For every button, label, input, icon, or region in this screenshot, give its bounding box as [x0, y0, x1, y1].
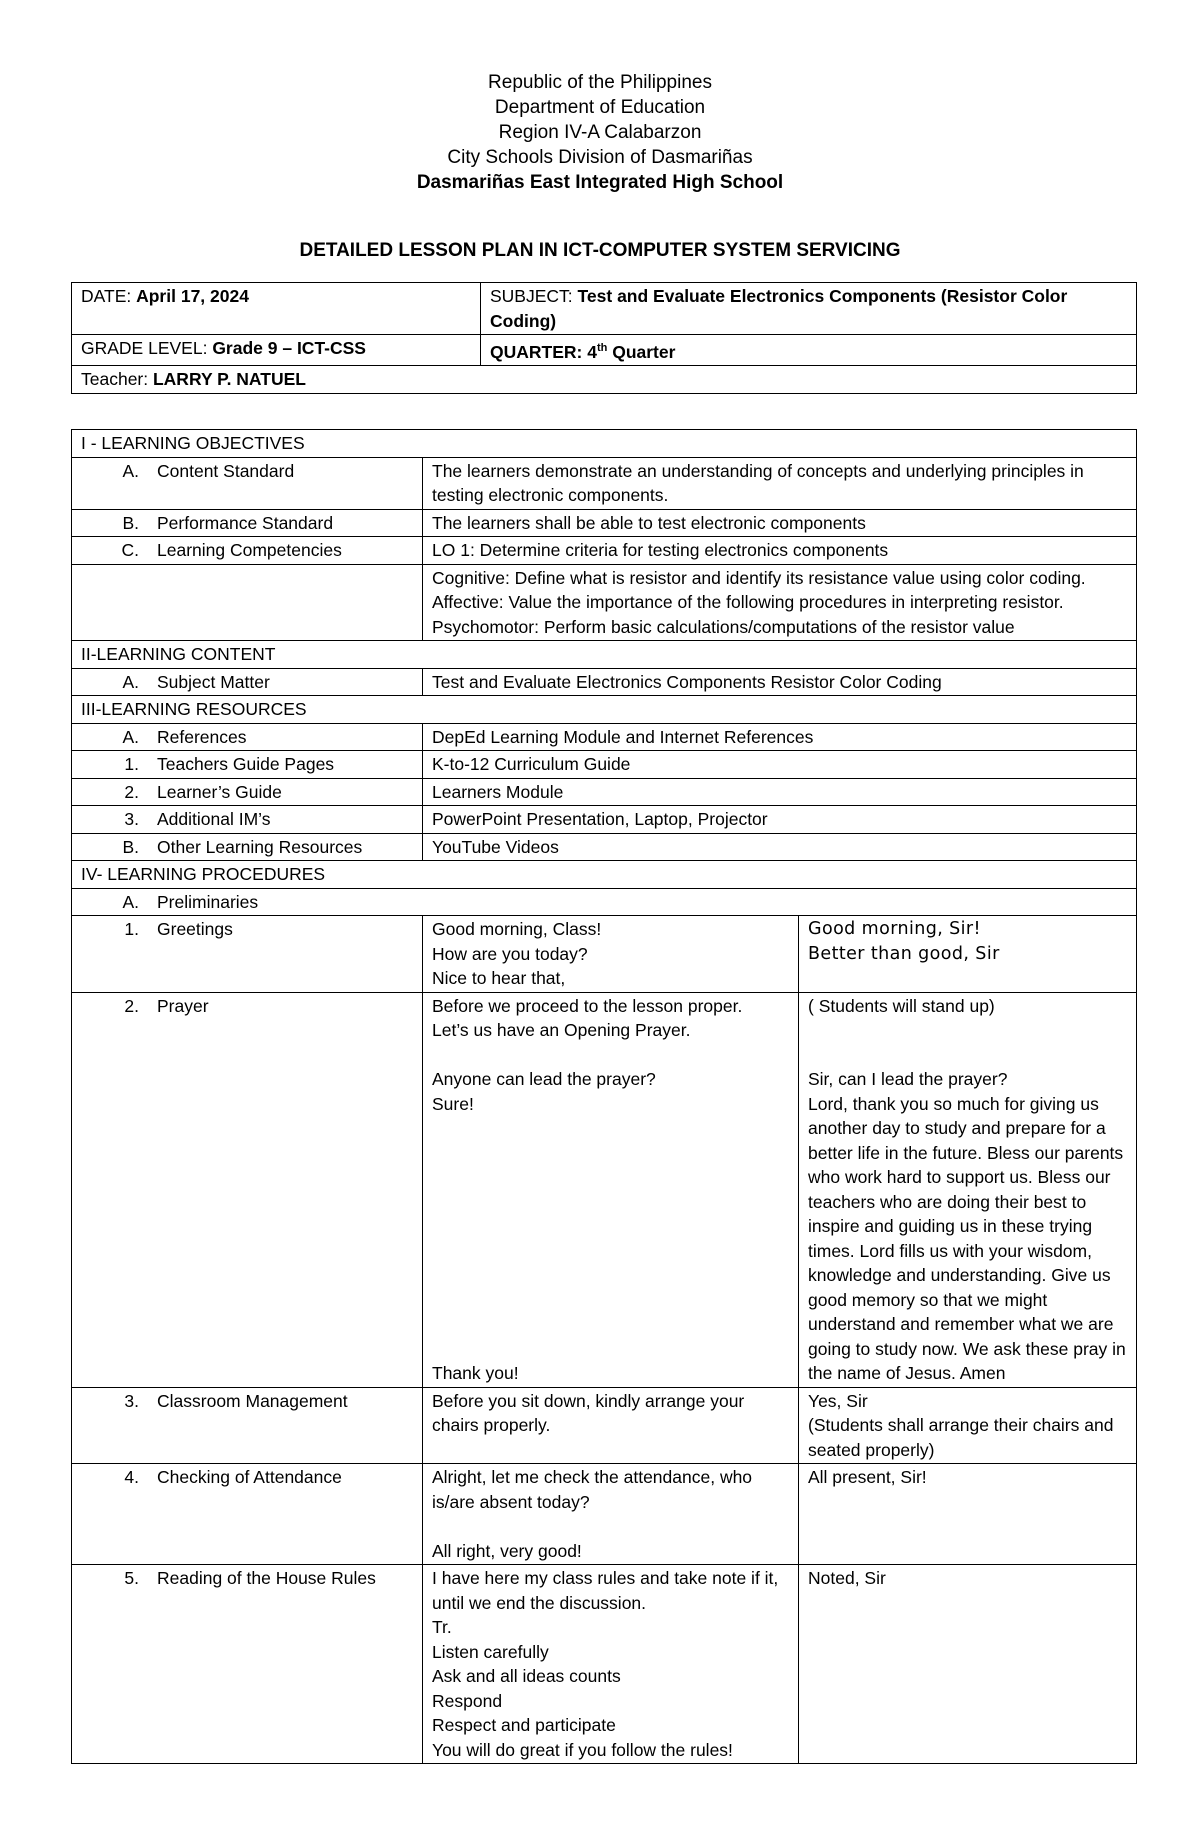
section-row — [72, 430, 1137, 458]
row-number: 1. — [124, 754, 139, 774]
row-number: 1. — [124, 919, 139, 939]
prayer-teacher-end: Thank you! — [432, 1363, 519, 1383]
row-number: A. — [122, 891, 139, 912]
classroom-management-teacher: Before you sit down, kindly arrange your chairs properly. — [423, 1387, 799, 1464]
house-rules-teacher: I have here my class rules and take note if it, until we end the discussion. Tr. Listen carefully Ask and all ideas counts Respond Respect and participate You will do great if you follow the rules! — [423, 1565, 799, 1764]
info-row-date-subject — [72, 283, 1137, 335]
row-label-text: Classroom Management — [157, 1390, 348, 1411]
prayer-students: ( Students will stand up) Sir, can I lead the prayer? Lord, thank you so much for giving us another day to study and prepare for a better life in the future. Bless our parents who work hard to support us. Bless our teachers who are doing their best to inspire and guiding us in these trying times. Lord fills us with your wisdom, knowledge and understanding. Give us good memory so that we might understand and remember what we are going to study now. We ask these pray in the name of Jesus. Amen — [799, 992, 1137, 1387]
row-label — [72, 723, 423, 751]
row-label — [72, 888, 1137, 916]
row-number: 2. — [124, 781, 139, 802]
row-label — [72, 509, 423, 537]
header-division: City Schools Division of Dasmariñas — [447, 147, 753, 168]
row-number: 3. — [124, 809, 139, 829]
row-number: A. — [122, 671, 139, 692]
row-number: 4. — [124, 1467, 139, 1487]
affective-objective: Affective: Value the importance of the following procedures in interpreting resistor. — [432, 592, 1064, 612]
row-label-text: Preliminaries — [157, 891, 259, 912]
date-value: April 17, 2024 — [136, 286, 249, 306]
row-label-text: Additional IM’s — [157, 809, 271, 829]
row-label-text: Learner’s Guide — [157, 781, 282, 802]
cognitive-objective: Cognitive: Define what is resistor and identify its resistance value using color coding. — [432, 567, 1086, 588]
subject-matter-value: Test and Evaluate Electronics Components Resistor Color Coding — [423, 668, 1137, 696]
row-label — [72, 778, 423, 806]
row-label-text: Content Standard — [157, 460, 295, 481]
teacher-cell — [72, 366, 1137, 394]
subject-label: SUBJECT: — [490, 286, 578, 306]
row-number: 5. — [124, 1568, 139, 1588]
greetings-teacher: Good morning, Class! How are you today? Nice to hear that, — [423, 916, 799, 993]
row-number: C. — [121, 540, 139, 560]
table-row — [72, 833, 1137, 861]
grade-cell — [72, 335, 481, 366]
row-label-text: Other Learning Resources — [157, 836, 363, 857]
header-department: Department of Education — [494, 97, 706, 118]
table-row — [72, 916, 1137, 993]
row-label-text: References — [157, 726, 247, 747]
table-row — [72, 723, 1137, 751]
row-label-text: Learning Competencies — [157, 540, 342, 560]
additional-im-value: PowerPoint Presentation, Laptop, Projector — [423, 806, 1137, 834]
table-row — [72, 1464, 1137, 1565]
row-label — [72, 1565, 423, 1764]
quarter-label: QUARTER: 4 — [490, 341, 597, 362]
table-row — [72, 806, 1137, 834]
domain-objectives-cell — [423, 564, 1137, 641]
table-row — [72, 888, 1137, 916]
other-resources-value: YouTube Videos — [423, 833, 1137, 861]
quarter-suffix: Quarter — [607, 341, 676, 362]
table-row — [72, 1387, 1137, 1464]
table-row — [72, 668, 1137, 696]
header-region: Region IV-A Calabarzon — [498, 122, 702, 143]
subject-cell — [481, 283, 1137, 335]
psychomotor-objective: Psychomotor: Perform basic calculations/computations of the resistor value — [432, 616, 1015, 637]
classroom-management-students: Yes, Sir (Students shall arrange their chairs and seated properly) — [799, 1387, 1137, 1464]
row-label-text: Performance Standard — [157, 512, 334, 533]
row-label — [72, 457, 423, 509]
prayer-teacher-cell — [423, 992, 799, 1387]
teachers-guide-value: K-to-12 Curriculum Guide — [423, 751, 1137, 779]
row-number: B. — [122, 836, 139, 857]
teacher-label: Teacher: — [81, 369, 153, 390]
document-header — [0, 70, 1200, 195]
grade-label: GRADE LEVEL: — [81, 338, 213, 358]
table-row — [72, 564, 1137, 641]
row-label — [72, 916, 423, 993]
greetings-students: Good morning, Sir! Better than good, Sir — [799, 916, 1137, 993]
section-row — [72, 696, 1137, 724]
row-label — [72, 1464, 423, 1565]
quarter-sup: th — [596, 342, 608, 354]
row-number: B. — [122, 512, 139, 533]
section-row — [72, 861, 1137, 889]
row-number: A. — [122, 460, 139, 481]
prayer-teacher: Before we proceed to the lesson proper. Let’s us have an Opening Prayer. Anyone can lead the prayer? Sure! — [432, 995, 743, 1114]
row-label-text: Reading of the House Rules — [157, 1568, 376, 1588]
info-row-teacher — [72, 366, 1137, 394]
attendance-students: All present, Sir! — [799, 1464, 1137, 1565]
lesson-plan-table — [71, 429, 1137, 1764]
row-label — [72, 806, 423, 834]
table-row — [72, 778, 1137, 806]
table-row — [72, 537, 1137, 565]
row-label — [72, 668, 423, 696]
section-procedures-heading: IV- LEARNING PROCEDURES — [72, 861, 1137, 889]
header-republic: Republic of the Philippines — [488, 72, 712, 93]
table-row — [72, 992, 1137, 1387]
competencies-value: LO 1: Determine criteria for testing electronics components — [423, 537, 1137, 565]
document-title: DETAILED LESSON PLAN IN ICT-COMPUTER SYSTEM SERVICING — [299, 240, 901, 261]
row-number: 2. — [124, 995, 139, 1016]
subject-value: Test and Evaluate Electronics Components (Resistor Color Coding) — [490, 286, 1068, 331]
date-label: DATE: — [81, 286, 137, 306]
house-rules-students: Noted, Sir — [799, 1565, 1137, 1764]
table-row — [72, 751, 1137, 779]
attendance-teacher: Alright, let me check the attendance, who is/are absent today? All right, very good! — [423, 1464, 799, 1565]
section-resources-heading: III-LEARNING RESOURCES — [72, 696, 1137, 724]
row-label-text: Teachers Guide Pages — [157, 754, 335, 774]
row-label-text: Prayer — [157, 995, 209, 1016]
row-label — [72, 833, 423, 861]
row-label — [72, 1387, 423, 1464]
info-row-grade-quarter — [72, 335, 1137, 366]
date-cell — [72, 283, 481, 335]
table-row — [72, 509, 1137, 537]
row-label — [72, 992, 423, 1387]
section-row — [72, 641, 1137, 669]
references-value: DepEd Learning Module and Internet References — [423, 723, 1137, 751]
row-number: A. — [122, 726, 139, 747]
header-school: Dasmariñas East Integrated High School — [416, 172, 784, 193]
performance-standard-value: The learners shall be able to test electronic components — [423, 509, 1137, 537]
section-objectives-heading: I - LEARNING OBJECTIVES — [72, 430, 1137, 458]
row-number: 3. — [124, 1390, 139, 1411]
section-content-heading: II-LEARNING CONTENT — [72, 641, 1137, 669]
empty-label-cell — [72, 564, 423, 641]
teacher-value: LARRY P. NATUEL — [152, 369, 306, 390]
grade-value: Grade 9 – ICT-CSS — [212, 338, 366, 358]
table-row — [72, 1565, 1137, 1764]
row-label-text: Checking of Attendance — [157, 1467, 342, 1487]
content-standard-value: The learners demonstrate an understanding of concepts and underlying principles in testing electronic components. — [423, 457, 1137, 509]
table-row — [72, 457, 1137, 509]
row-label — [72, 537, 423, 565]
learners-guide-value: Learners Module — [423, 778, 1137, 806]
row-label-text: Subject Matter — [157, 671, 270, 692]
row-label — [72, 751, 423, 779]
info-table — [71, 282, 1137, 394]
quarter-cell — [481, 335, 1137, 366]
row-label-text: Greetings — [157, 919, 233, 939]
